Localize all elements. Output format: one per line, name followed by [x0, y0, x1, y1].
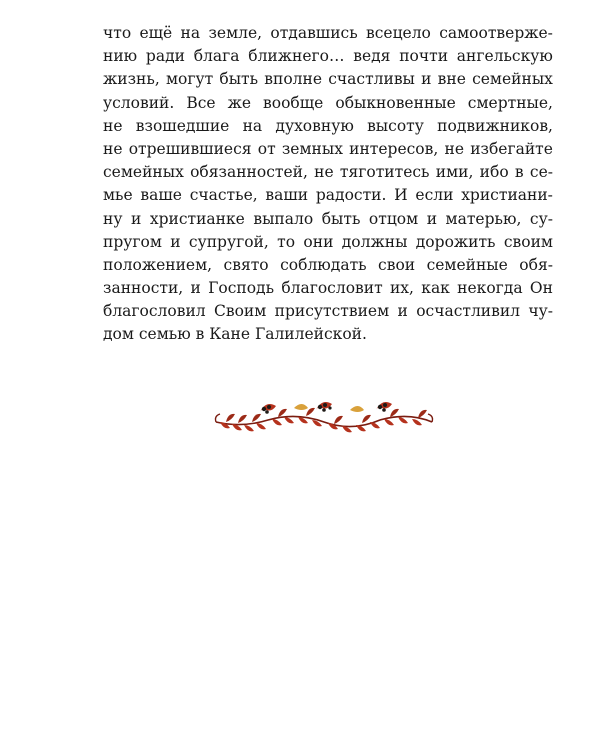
text-line: ну и христианке выпало быть отцом и матерью, су- [103, 209, 553, 228]
text-line: пругом и супругой, то они должны дорожить своим [103, 232, 553, 251]
text-line: нию ради блага ближнего… ведя почти ангельскую [103, 47, 553, 66]
text-line: семейных обязанностей, не тяготитесь ими, ибо в се- [103, 163, 553, 182]
leaves-lower [220, 417, 422, 432]
text-line: благословил Своим присутствием и осчастливил чу- [103, 302, 553, 321]
text-line: жизнь, могут быть вполне счастливы и вне семейных [103, 70, 553, 89]
text-line: мье ваше счастье, ваши радости. И если христиани- [103, 186, 553, 205]
text-line: не взошедшие на духовную высоту подвижников, [103, 116, 553, 135]
leaves-upper [226, 408, 427, 424]
text-line: занности, и Господь благословит их, как некогда Он [103, 279, 553, 298]
text-line: дом семью в Кане Галилейской. [103, 325, 367, 344]
text-line: положением, свято соблюдать свои семейные обя- [103, 255, 553, 274]
text-line: условий. Все же вообще обыкновенные смертные, [103, 93, 553, 112]
body-text [103, 22, 553, 347]
text-line: не отрешившиеся от земных интересов, не избегайте [103, 139, 553, 158]
floral-vine-ornament-icon [212, 398, 436, 438]
text-line: что ещё на земле, отдавшись всецело самоотверже- [103, 24, 553, 42]
